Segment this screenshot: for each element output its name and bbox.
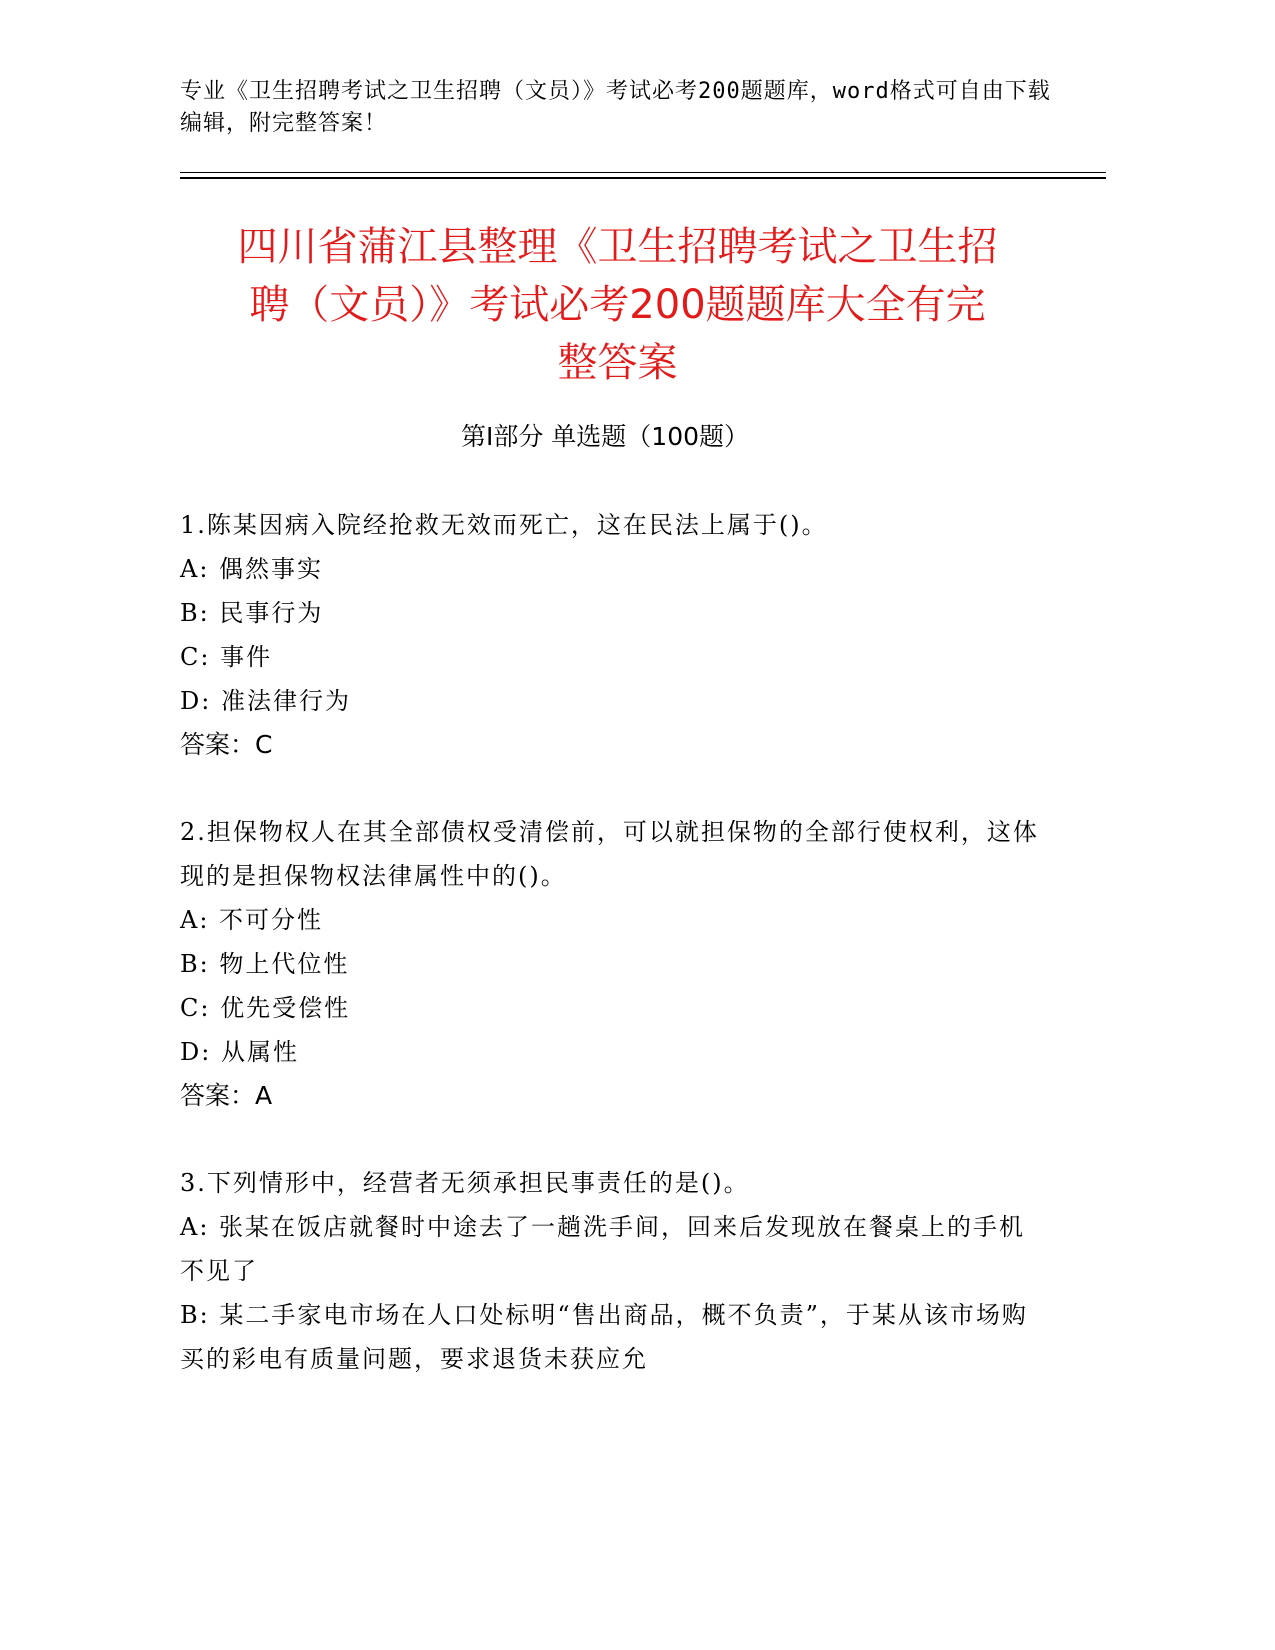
option-b: B: 物上代位性 <box>180 950 350 978</box>
title-line-2: 聘（文员）》考试必考200题题库大全有完 <box>249 282 986 328</box>
question-stem: 3.下列情形中，经营者无须承担民事责任的是()。 <box>180 1169 750 1197</box>
option-d: D: 准法律行为 <box>180 687 351 715</box>
document-title <box>150 218 1085 392</box>
option-b: B: 某二手家电市场在人口处标明“售出商品，概不负责”，于某从该市场购买的彩电有质量问题，要求退货未获应允 <box>180 1301 1028 1373</box>
option-a: A: 张某在饭店就餐时中途去了一趟洗手间，回来后发现放在餐桌上的手机不见了 <box>180 1213 1026 1285</box>
header-rule-thick <box>180 177 1106 179</box>
question-1 <box>180 503 1040 767</box>
option-c: C: 优先受偿性 <box>180 994 351 1022</box>
question-stem: 1.陈某因病入院经抢救无效而死亡，这在民法上属于()。 <box>180 511 828 539</box>
option-d: D: 从属性 <box>180 1038 299 1066</box>
option-a: A: 不可分性 <box>180 906 324 934</box>
option-c: C: 事件 <box>180 643 273 671</box>
answer: 答案：C <box>180 730 273 759</box>
section-heading: 第Ⅰ部分 单选题（100题） <box>460 422 750 451</box>
question-3 <box>180 1161 1040 1381</box>
option-a: A: 偶然事实 <box>180 555 324 583</box>
question-2 <box>180 810 1040 1118</box>
answer: 答案：A <box>180 1081 273 1110</box>
title-line-1: 四川省蒲江县整理《卫生招聘考试之卫生招 <box>237 224 998 270</box>
option-b: B: 民事行为 <box>180 599 324 627</box>
question-list <box>180 503 1040 1424</box>
question-stem: 2.担保物权人在其全部债权受清偿前，可以就担保物的全部行使权利，这体现的是担保物权法律属性中的()。 <box>180 818 1039 890</box>
title-line-3: 整答案 <box>557 340 678 386</box>
header-note: 专业《卫生招聘考试之卫生招聘（文员）》考试必考200题题库，word格式可自由下载编辑，附完整答案！ <box>180 79 1051 136</box>
header-rule-thin <box>180 172 1106 173</box>
